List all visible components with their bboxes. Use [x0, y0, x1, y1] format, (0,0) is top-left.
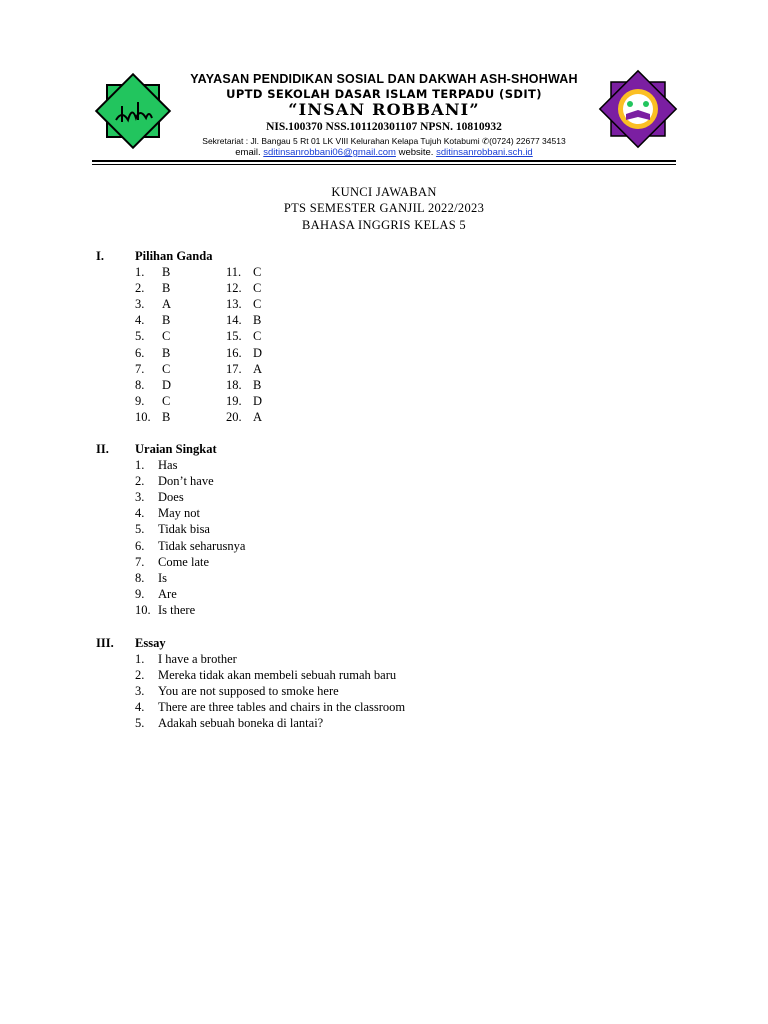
item-number: 19.	[226, 393, 242, 408]
doc-title: KUNCI JAWABAN	[331, 185, 437, 199]
item-answer: C	[253, 281, 262, 296]
item-number: 8.	[135, 570, 145, 585]
email-link[interactable]: sditinsanrobbani06@gmail.com	[263, 147, 396, 158]
item-answer: Come late	[158, 554, 210, 569]
item-number: 5.	[135, 329, 145, 344]
section-title-essay: Essay	[135, 636, 166, 650]
item-number: 12.	[226, 281, 242, 296]
item-number: 6.	[135, 345, 145, 360]
item-number: 1.	[135, 652, 145, 666]
item-answer: A	[253, 361, 263, 376]
item-answer: B	[162, 265, 171, 279]
item-number: 9.	[135, 393, 145, 408]
letterhead-divider-thick	[92, 160, 676, 162]
item-answer: Has	[158, 458, 178, 472]
item-answer: D	[253, 393, 263, 408]
item-number: 14.	[226, 313, 242, 328]
subject-class: BAHASA INGGRIS KELAS 5	[302, 218, 466, 232]
item-number: 3.	[135, 297, 145, 312]
item-answer: B	[162, 409, 171, 424]
website-label: website.	[398, 147, 434, 158]
school-ids: NIS.100370 NSS.101120301107 NPSN. 10810932	[266, 121, 502, 133]
item-answer: You are not supposed to smoke here	[158, 684, 339, 699]
item-answer: B	[162, 313, 171, 328]
item-number: 5.	[135, 716, 145, 731]
item-answer: C	[253, 265, 262, 279]
item-answer: There are three tables and chairs in the classroom	[158, 700, 406, 715]
section-number: III.	[96, 636, 114, 650]
email-label: email.	[235, 147, 261, 158]
item-answer: C	[162, 393, 171, 408]
item-number: 1.	[135, 265, 145, 279]
item-answer: D	[162, 377, 172, 392]
item-number: 9.	[135, 586, 145, 601]
item-number: 4.	[135, 506, 145, 521]
website-link[interactable]: sditinsanrobbani.sch.id	[436, 147, 533, 158]
item-number: 4.	[135, 700, 145, 715]
item-number: 2.	[135, 668, 145, 683]
item-answer: B	[162, 345, 171, 360]
item-number: 2.	[135, 281, 145, 296]
item-answer: Mereka tidak akan membeli sebuah rumah baru	[158, 668, 397, 683]
item-number: 17.	[226, 361, 242, 376]
item-answer: C	[253, 329, 262, 344]
item-number: 4.	[135, 313, 145, 328]
item-number: 15.	[226, 329, 242, 344]
item-answer: B	[253, 313, 262, 328]
exam-name: PTS SEMESTER GANJIL 2022/2023	[283, 201, 485, 215]
item-number: 5.	[135, 522, 145, 537]
item-answer: May not	[158, 506, 201, 521]
section-number: II.	[96, 442, 109, 456]
item-number: 7.	[135, 554, 145, 569]
section-title-pilihan-ganda: Pilihan Ganda	[135, 249, 213, 263]
item-answer: Is	[158, 570, 168, 585]
item-number: 13.	[226, 297, 242, 312]
item-number: 18.	[226, 377, 242, 392]
item-number: 8.	[135, 377, 145, 392]
item-answer: C	[162, 361, 171, 376]
item-answer: C	[253, 297, 262, 312]
item-answer: A	[162, 297, 172, 312]
item-number: 10.	[135, 409, 151, 424]
item-number: 20.	[226, 409, 242, 424]
item-number: 3.	[135, 684, 145, 699]
item-number: 10.	[135, 602, 151, 617]
foundation-name: YAYASAN PENDIDIKAN SOSIAL DAN DAKWAH ASH-SHOHWAH	[190, 72, 578, 86]
item-number: 6.	[135, 538, 145, 553]
item-answer: C	[162, 329, 171, 344]
item-number: 3.	[135, 490, 145, 505]
school-address: Sekretariat : Jl. Bangau 5 Rt 01 LK VIII Kelurahan Kelapa Tujuh Kotabumi ✆(0724) 22677 34513	[202, 136, 566, 146]
item-answer: D	[253, 345, 263, 360]
item-answer: Adakah sebuah boneka di lantai?	[158, 716, 324, 731]
item-number: 1.	[135, 458, 145, 472]
item-answer: Don’t have	[158, 474, 214, 489]
section-title-uraian-singkat: Uraian Singkat	[135, 442, 217, 456]
item-answer: Tidak bisa	[158, 522, 210, 537]
item-answer: A	[253, 409, 263, 424]
school-name: “INSAN ROBBANI”	[288, 100, 480, 119]
item-number: 11.	[226, 265, 242, 279]
item-number: 16.	[226, 345, 242, 360]
item-number: 7.	[135, 361, 145, 376]
item-number: 2.	[135, 474, 145, 489]
item-answer: Is there	[158, 602, 196, 617]
item-answer: Does	[158, 490, 184, 505]
letterhead-divider-thin	[92, 164, 676, 165]
section-number: I.	[96, 249, 104, 263]
item-answer: Tidak seharusnya	[158, 538, 246, 553]
school-unit-name: UPTD SEKOLAH DASAR ISLAM TERPADU (SDIT)	[226, 87, 542, 101]
item-answer: Are	[158, 586, 177, 601]
item-answer: B	[253, 377, 262, 392]
item-answer: I have a brother	[158, 652, 237, 666]
contact-line	[160, 147, 608, 158]
item-answer: B	[162, 281, 171, 296]
